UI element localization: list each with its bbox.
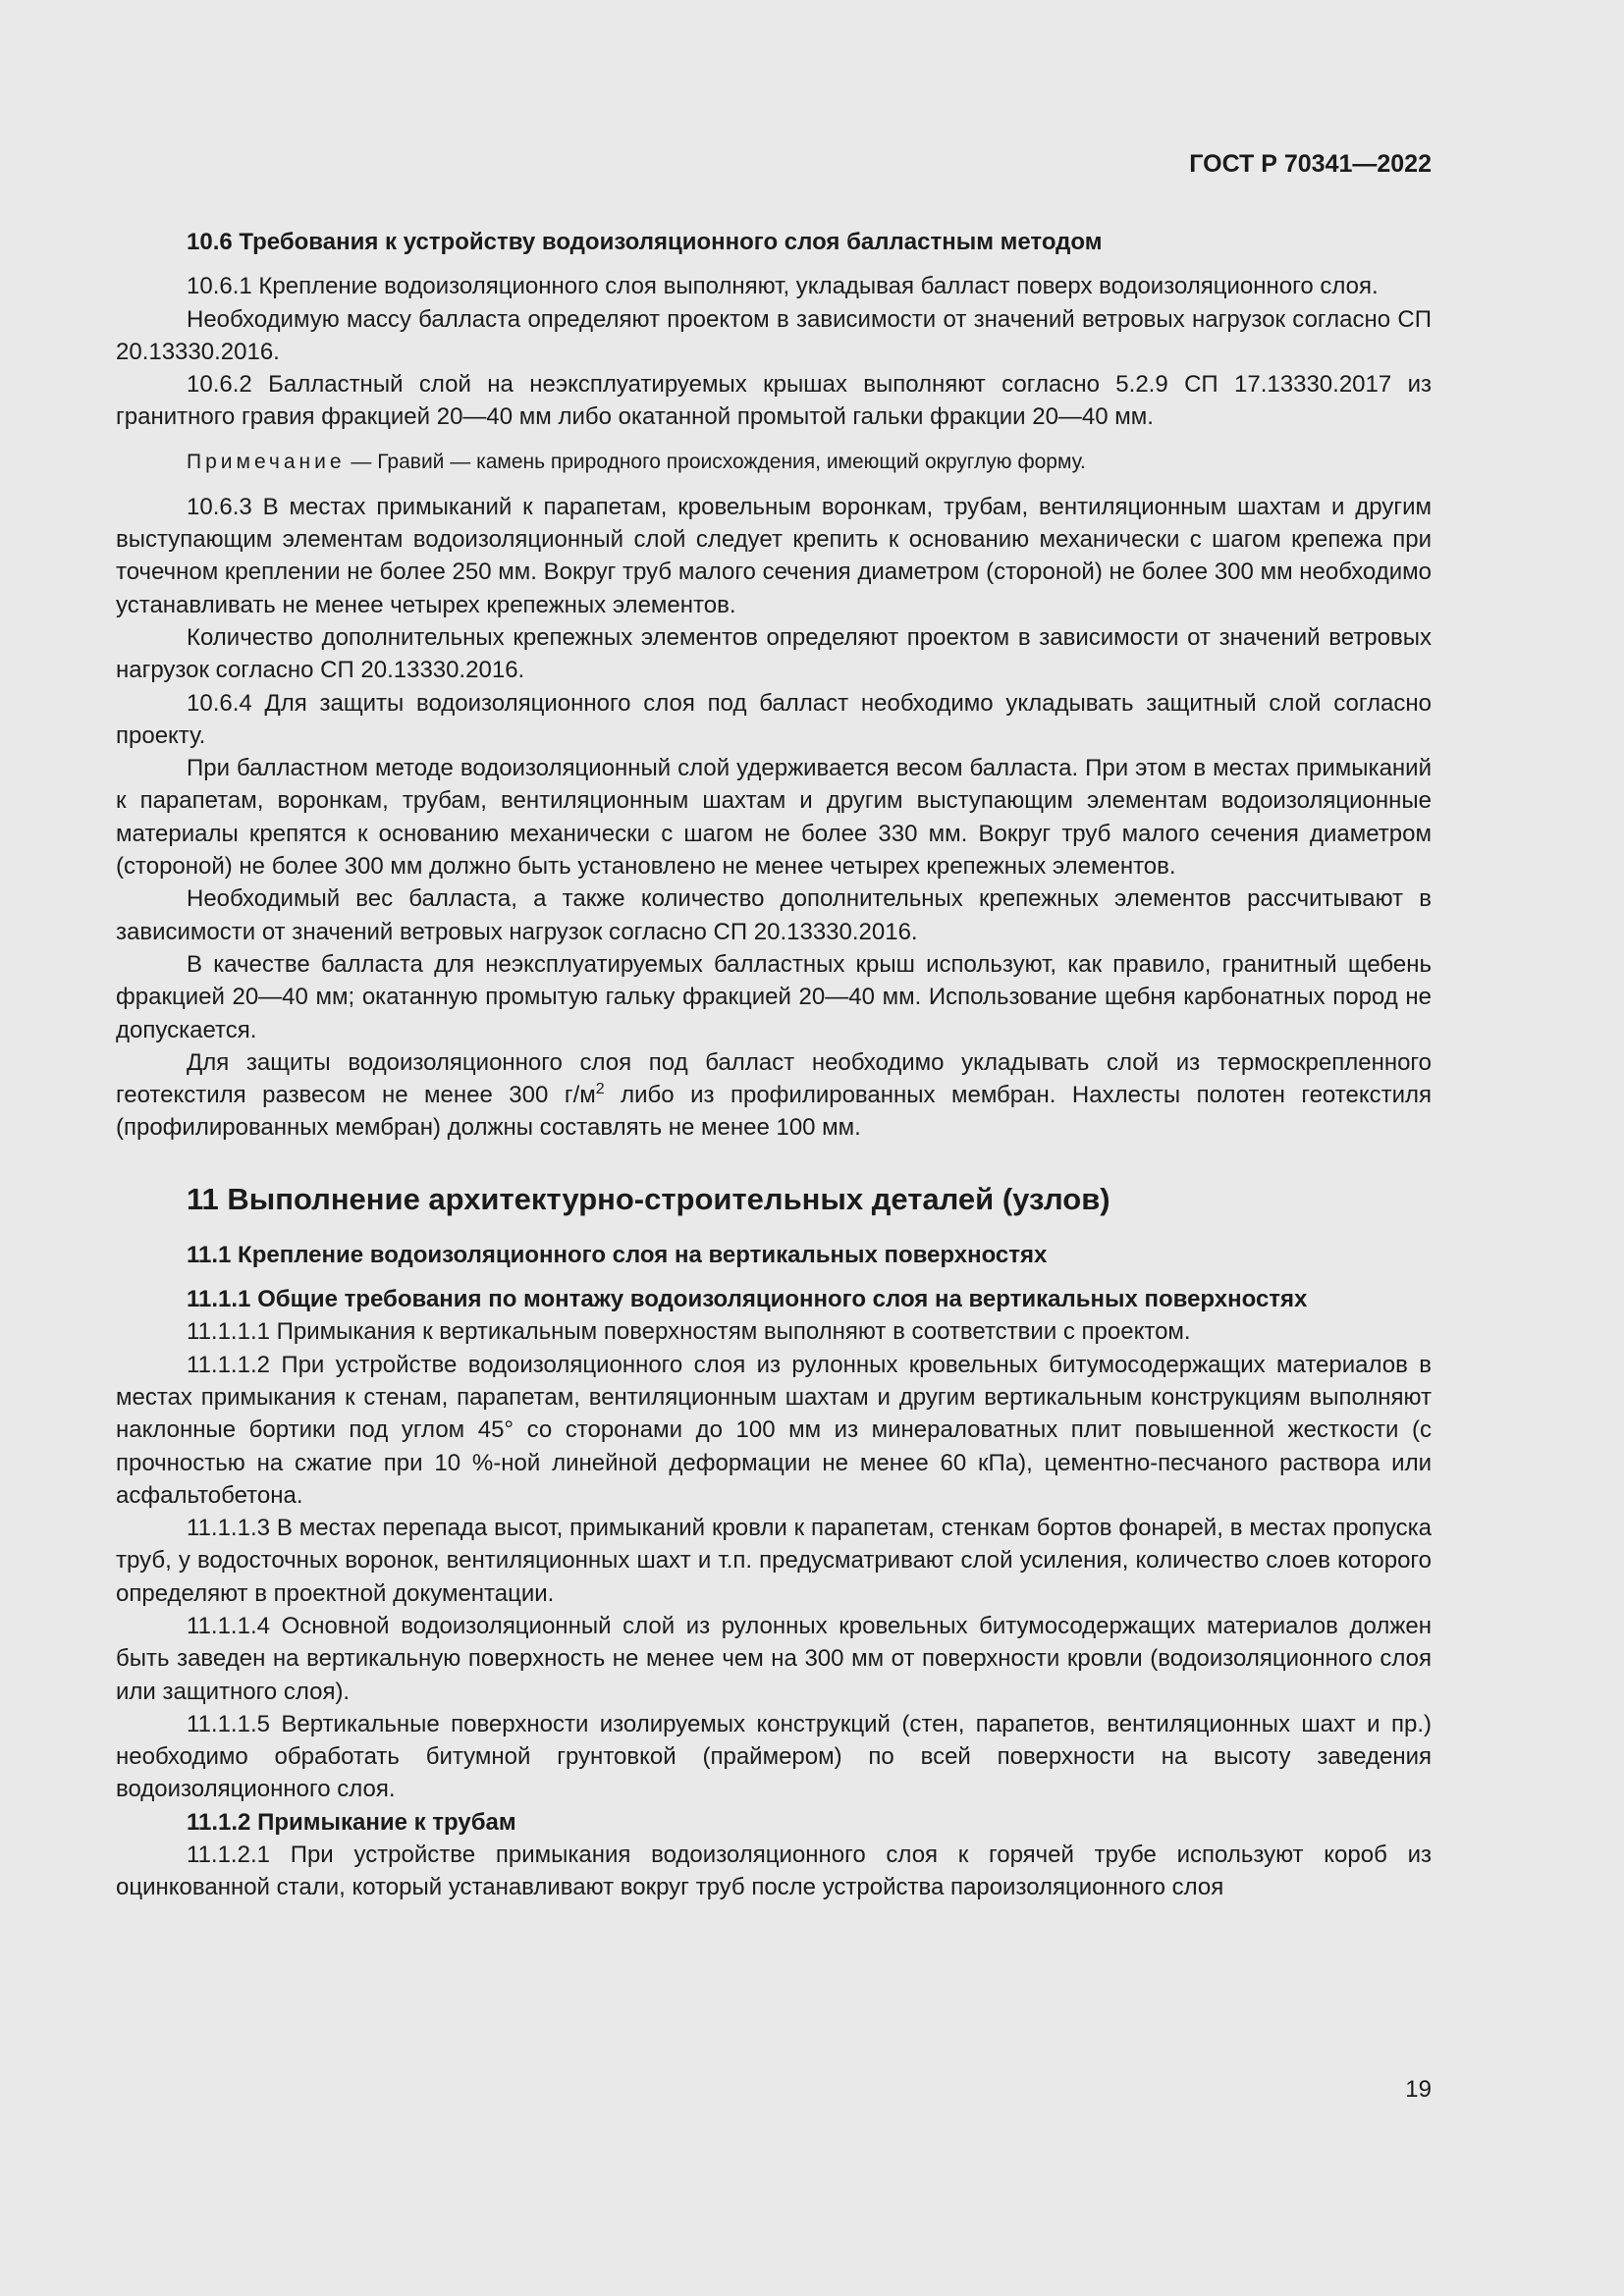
document-id: ГОСТ Р 70341—2022 xyxy=(1189,150,1432,178)
section-10-6-title: 10.6 Требования к устройству водоизоляционного слоя балластным методом xyxy=(187,229,1103,255)
paragraph-11-1-1-3: 11.1.1.3 В местах перепада высот, примыканий кровли к парапетам, стенкам бортов фонарей, в местах пропуска труб, у водосточных воронок, вентиляционных шахт и т.п. предусматривают слой усиления, количество слоев которого определяют в проектной документации. xyxy=(116,1515,1432,1607)
paragraph-10-6-3: 10.6.3 В местах примыканий к парапетам, кровельным воронкам, трубам, вентиляционным шахтам и другим выступающим элементам водоизоляционный слой следует крепить к основанию механически с шагом крепежа при точечном креплении не более 250 мм. Вокруг труб малого сечения диаметром (стороной) не более 300 мм необходимо устанавливать не менее четырех крепежных элементов. xyxy=(116,493,1432,618)
paragraph-10-6-2: 10.6.2 Балластный слой на неэксплуатируемых крышах выполняют согласно 5.2.9 СП 17.13330.2017 из гранитного гравия фракцией 20—40 мм либо окатанной промытой гальки фракции 20—40 мм. xyxy=(116,371,1432,431)
paragraph-text: либо из профилированных мембран. Нахлесты полотен геотекстиля (профилированных мембран) должны составлять не менее 100 мм. xyxy=(116,1082,1432,1142)
superscript: 2 xyxy=(595,1081,605,1098)
paragraph: Количество дополнительных крепежных элементов определяют проектом в зависимости от значений ветровых нагрузок согласно СП 20.13330.2016. xyxy=(116,623,1432,684)
paragraph: При балластном методе водоизоляционный слой удерживается весом балласта. При этом в местах примыканий к парапетам, воронкам, трубам, вентиляционным шахтам и другим выступающим элементам водоизоляционные материалы крепятся к основанию механически с шагом не более 330 мм. Вокруг труб малого сечения диаметром (стороной) не более 300 мм должно быть установлено не менее четырех крепежных элементов. xyxy=(116,755,1432,881)
paragraph: Необходимый вес балласта, а также количество дополнительных крепежных элементов рассчитывают в зависимости от значений ветровых нагрузок согласно СП 20.13330.2016. xyxy=(116,885,1432,945)
section-11-1-1-title: 11.1.1 Общие требования по монтажу водоизоляционного слоя на вертикальных поверхностях xyxy=(187,1286,1308,1313)
paragraph-11-1-1-4: 11.1.1.4 Основной водоизоляционный слой из рулонных кровельных битумосодержащих материалов должен быть заведен на вертикальную поверхность не менее чем на 300 мм от поверхности кровли (водоизоляционного слоя или защитного слоя). xyxy=(116,1612,1432,1705)
page-number: 19 xyxy=(1405,2076,1432,2103)
section-11-1-2-title: 11.1.2 Примыкание к трубам xyxy=(187,1808,516,1836)
paragraph xyxy=(116,1046,1432,1145)
paragraph-10-6-1: 10.6.1 Крепление водоизоляционного слоя выполняют, укладывая балласт поверх водоизоляционного слоя. xyxy=(187,273,1379,300)
paragraph-text: Для защиты водоизоляционного слоя под балласт необходимо укладывать слой из термоскрепленного геотекстиля развесом не менее 300 г/м xyxy=(116,1048,1432,1109)
paragraph-10-6-4: 10.6.4 Для защиты водоизоляционного слоя под балласт необходимо укладывать защитный слой согласно проекту. xyxy=(116,689,1432,749)
section-11-1-title: 11.1 Крепление водоизоляционного слоя на вертикальных поверхностях xyxy=(187,1241,1048,1268)
note-label: Примечание xyxy=(187,450,346,473)
paragraph: Необходимую массу балласта определяют проектом в зависимости от значений ветровых нагрузок согласно СП 20.13330.2016. xyxy=(116,305,1432,365)
paragraph-11-1-2-1: 11.1.2.1 При устройстве примыкания водоизоляционного слоя к горячей трубе используют короб из оцинкованной стали, который устанавливают вокруг труб после устройства пароизоляционного слоя xyxy=(116,1842,1432,1901)
paragraph: В качестве балласта для неэксплуатируемых балластных крыш используют, как правило, гранитный щебень фракцией 20—40 мм; окатанную промытую гальку фракцией 20—40 мм. Использование щебня карбонатных пород не допускается. xyxy=(116,950,1432,1043)
section-11-title: 11 Выполнение архитектурно-строительных деталей (узлов) xyxy=(187,1181,1110,1216)
paragraph-11-1-1-1: 11.1.1.1 Примыкания к вертикальным поверхностям выполняют в соответствии с проектом. xyxy=(187,1318,1191,1346)
paragraph-11-1-1-5: 11.1.1.5 Вертикальные поверхности изолируемых конструкций (стен, парапетов, вентиляционных шахт и пр.) необходимо обработать битумной грунтовкой (праймером) по всей поверхности на высоту заведения водоизоляционного слоя. xyxy=(116,1710,1432,1803)
paragraph-11-1-1-2: 11.1.1.2 При устройстве водоизоляционного слоя из рулонных кровельных битумосодержащих материалов в местах примыкания к стенам, парапетам, вентиляционным шахтам и другим вертикальным конструкциям выполняют наклонные бортики под углом 45° со сторонами до 100 мм из минераловатных плит повышенной жесткости (с прочностью на сжатие при 10 %-ной линейной деформации не менее 60 кПа), цементно-песчаного раствора или асфальтобетона. xyxy=(116,1351,1432,1509)
note-text: — Гравий — камень природного происхождения, имеющий округлую форму. xyxy=(345,450,1086,473)
note xyxy=(116,448,1432,477)
document-page xyxy=(116,147,1432,1904)
